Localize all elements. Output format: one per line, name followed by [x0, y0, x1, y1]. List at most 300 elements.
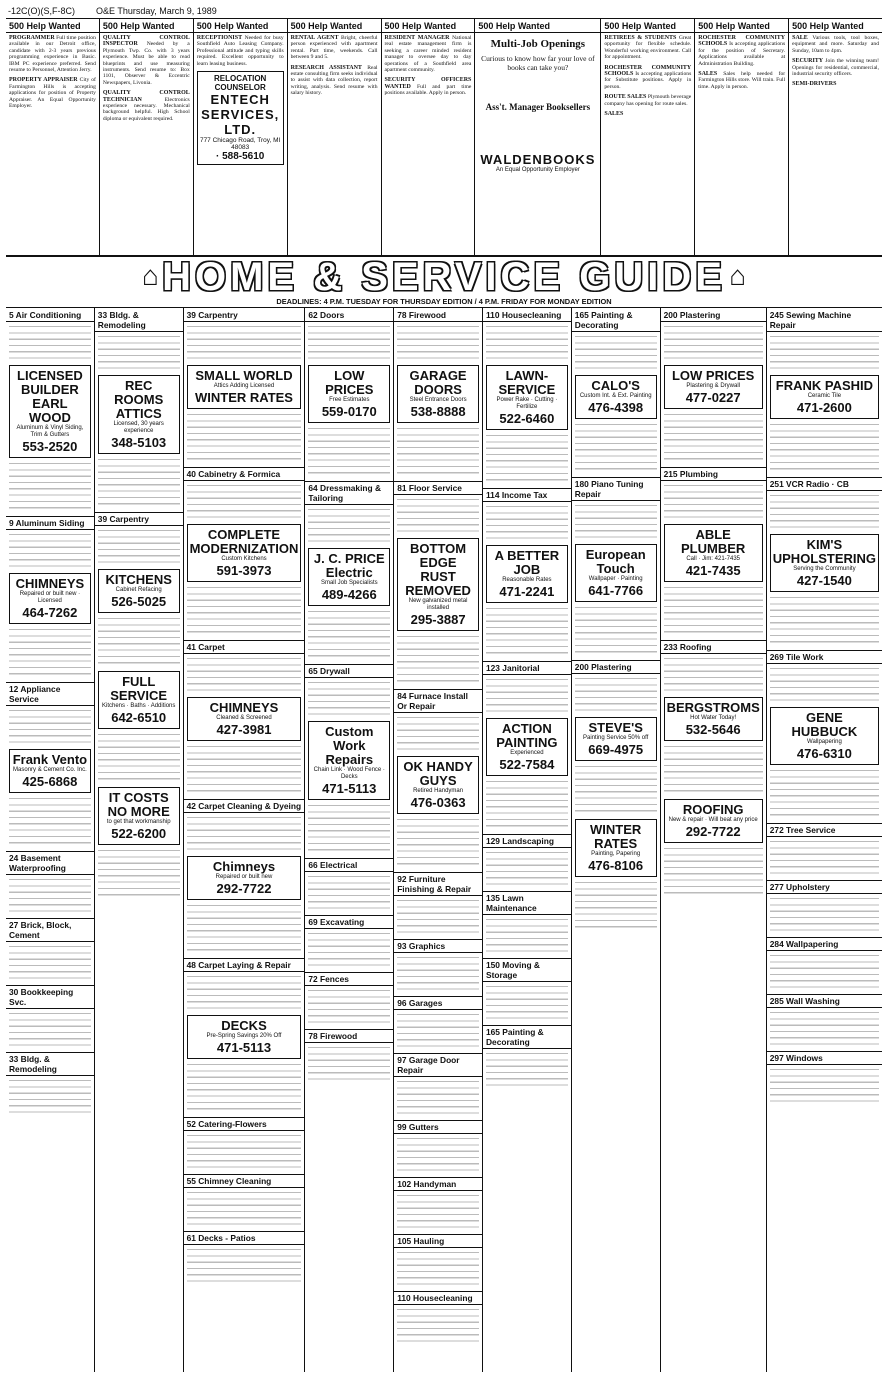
- phone-number: 292-7722: [685, 824, 741, 839]
- listing-text: [575, 503, 657, 541]
- listing-text: [770, 896, 879, 934]
- phone-number: WINTER RATES: [195, 390, 293, 405]
- phone-number: 427-3981: [216, 722, 272, 737]
- display-ad: [98, 671, 180, 729]
- business-name: WINTER RATES: [590, 822, 642, 851]
- display-ad: [770, 707, 879, 765]
- ad-tagline: Steel Entrance Doors: [409, 397, 467, 403]
- ad-tagline: Free Estimates: [329, 397, 370, 403]
- listing-text: [187, 1133, 302, 1171]
- ad-tagline: Licensed, 30 years experience: [113, 421, 164, 434]
- section-header: 215 Plumbing: [661, 467, 766, 481]
- display-ad: [770, 375, 879, 419]
- phone-number: 425-6868: [22, 774, 78, 789]
- ad-tagline: Masonry & Cement Co. Inc.: [13, 767, 87, 773]
- business-name: OK HANDY GUYS: [403, 759, 473, 788]
- section-header: 233 Roofing: [661, 640, 766, 654]
- classified-ad: ROUTE SALES Plymouth beverage company has opening for route sales.: [604, 94, 692, 107]
- business-name: A BETTER JOB: [494, 548, 560, 577]
- classified-ad: ROCHESTER COMMUNITY SCHOOLS Is accepting applications for Substitute positions. Apply in person.: [604, 64, 692, 90]
- help-wanted-column-5: [382, 19, 476, 255]
- ad-tagline: New galvanized metal installed: [408, 598, 468, 611]
- phone-number: 421-7435: [685, 563, 741, 578]
- edition-date: O&E Thursday, March 9, 1989: [96, 6, 217, 16]
- listing-text: [9, 944, 91, 982]
- section-header: 5 Air Conditioning: [6, 309, 94, 322]
- listing-text: [397, 1250, 479, 1288]
- listing-text: [308, 874, 390, 912]
- listing-text: [9, 627, 91, 679]
- display-ad: [9, 749, 91, 793]
- listing-text: [397, 497, 479, 535]
- listing-text: [486, 779, 568, 831]
- phone-number: 642-6510: [111, 710, 167, 725]
- business-name: ABLE PLUMBER: [681, 527, 746, 556]
- display-ad: [187, 856, 302, 900]
- display-ad: [575, 375, 657, 419]
- listing-text: [397, 634, 479, 686]
- display-ad: [664, 697, 763, 741]
- phone-number: 471-2600: [796, 400, 852, 415]
- phone-number: 295-3887: [410, 612, 466, 627]
- section-header: 61 Decks - Patios: [184, 1231, 305, 1245]
- section-header: 41 Carpet: [184, 640, 305, 654]
- section-header: 99 Gutters: [394, 1120, 482, 1134]
- classified-ad: RESEARCH ASSISTANT Real estate consulting firm seeks individual to assist with data collection, report writing, analysis. Send resume with salary history.: [290, 64, 378, 97]
- phone-number: 476-4398: [588, 400, 644, 415]
- phone-number: 471-5113: [322, 781, 377, 796]
- column-header: 500 Help Wanted: [6, 20, 99, 33]
- phone-number: 476-8106: [588, 858, 644, 873]
- ad-tagline: Repaired or built new: [215, 874, 273, 880]
- help-wanted-column-6: [475, 19, 601, 255]
- section-header: 245 Sewing Machine Repair: [767, 309, 882, 332]
- column-header: 500 Help Wanted: [601, 20, 694, 33]
- listing-text: [98, 732, 180, 784]
- phone-number: 471-2241: [499, 584, 555, 599]
- ad-tagline: Power Rake · Cutting · Fertilize: [496, 397, 558, 410]
- business-name: Chimneys: [212, 859, 276, 874]
- business-name: LOW PRICES: [325, 368, 374, 397]
- phone-number: 553-2520: [22, 439, 78, 454]
- ad-tagline: Ceramic Tile: [807, 393, 842, 399]
- house-icon: ⌂: [142, 261, 159, 292]
- ad-tagline: Plastering & Drywall: [686, 383, 740, 389]
- section-header: 84 Furnace Install Or Repair: [394, 689, 482, 713]
- business-name: ACTION PAINTING: [496, 721, 558, 750]
- section-header: 52 Catering-Flowers: [184, 1117, 305, 1131]
- business-name: IT COSTS NO MORE: [107, 790, 170, 819]
- section-header: 12 Appliance Service: [6, 682, 94, 706]
- ad-tagline: Call · Jim: 421-7435: [686, 556, 741, 562]
- listing-text: [9, 532, 91, 570]
- ad-tagline: Aluminum & Vinyl Siding, Trim & Gutters: [16, 425, 84, 438]
- help-wanted-row: [6, 19, 882, 257]
- listing-text: [9, 796, 91, 848]
- section-header: 40 Cabinetry & Formica: [184, 467, 305, 481]
- display-ad: [187, 524, 302, 582]
- classified-ad: RENTAL AGENT Bright, cheerful person experienced with apartment rental. Part time, weekends. Call between 9 and 5.: [290, 35, 378, 61]
- listing-text: [187, 585, 302, 637]
- section-header: 55 Chimney Cleaning: [184, 1174, 305, 1188]
- listing-text: [397, 426, 479, 478]
- business-name: BOTTOM EDGE RUST REMOVED: [405, 541, 471, 598]
- classified-ad: PROGRAMMER Full time position available in our Detroit office, candidate with 2-3 years previous programming experience in Basic. IBM PC experience preferred. Send resume to Personnel, Attention Jerry.: [9, 35, 96, 74]
- listing-text: [397, 715, 479, 753]
- listing-text: [664, 585, 763, 637]
- section-header: 66 Electrical: [305, 858, 393, 872]
- business-name: REC ROOMS ATTICS: [114, 378, 164, 421]
- help-wanted-column-2: [100, 19, 194, 255]
- ad-tagline: Custom Kitchens: [221, 556, 267, 562]
- display-ad: [308, 721, 390, 800]
- business-name: Custom Work Repairs: [325, 724, 374, 767]
- ad-tagline: Attics Adding Licensed: [213, 383, 275, 389]
- section-header: 92 Furniture Finishing & Repair: [394, 872, 482, 896]
- ad-tagline: Retired Handyman: [413, 788, 464, 794]
- classified-ad: PROPERTY APPRAISER City of Farmington Hills is accepting applications for position of Property Appraiser. An Equal Opportunity Employer.: [9, 77, 96, 110]
- listing-text: [9, 708, 91, 746]
- service-column-9: [767, 308, 882, 1372]
- business-name: LICENSED BUILDER EARL WOOD: [17, 368, 83, 425]
- listing-text: [486, 984, 568, 1022]
- listing-text: [187, 412, 302, 464]
- service-column-7: [572, 308, 661, 1372]
- ad-tagline: Cleaned & Screened: [216, 715, 272, 721]
- listing-text: [98, 616, 180, 668]
- phone-number: 522-6200: [111, 826, 167, 841]
- ad-tagline: Hot Water Today!: [690, 715, 737, 721]
- listing-text: [770, 839, 879, 877]
- ad-tagline: Custom Int. & Ext. Painting: [579, 393, 652, 399]
- display-ad: [397, 365, 479, 423]
- listing-text: [397, 898, 479, 936]
- section-header: 105 Hauling: [394, 1234, 482, 1248]
- business-name: CHIMNEYS: [209, 700, 279, 715]
- listing-text: [187, 656, 302, 694]
- listing-text: [664, 656, 763, 694]
- listing-text: [397, 817, 479, 869]
- listing-text: [575, 764, 657, 816]
- service-column-8: [661, 308, 767, 1372]
- column-header: 500 Help Wanted: [789, 20, 882, 33]
- listing-text: [575, 422, 657, 474]
- business-name: LAWN-SERVICE: [498, 368, 556, 397]
- section-header: 165 Painting & Decorating: [572, 309, 660, 332]
- listing-text: [397, 955, 479, 993]
- column-header: 500 Help Wanted: [695, 20, 788, 33]
- classified-ad: SECURITY Join the winning team! Openings for residential, commercial, industrial security officers.: [792, 58, 879, 78]
- phone-number: · 588-5610: [216, 151, 265, 163]
- listing-text: [770, 666, 879, 704]
- phone-number: 348-5103: [111, 435, 167, 450]
- business-name: J. C. PRICE Electric: [313, 551, 385, 580]
- home-service-guide-banner: [6, 257, 882, 308]
- section-header: 30 Bookkeeping Svc.: [6, 985, 94, 1009]
- display-ad: [98, 375, 180, 454]
- section-header: 165 Painting & Decorating: [483, 1025, 571, 1049]
- section-header: 27 Brick, Block, Cement: [6, 918, 94, 942]
- service-column-4: [305, 308, 394, 1372]
- listing-text: [98, 848, 180, 900]
- listing-text: [486, 917, 568, 955]
- section-header: 93 Graphics: [394, 939, 482, 953]
- ad-tagline: Painting, Papering: [591, 851, 641, 857]
- phone-number: 522-7584: [499, 757, 555, 772]
- section-header: 135 Lawn Maintenance: [483, 891, 571, 915]
- classified-ad: RESIDENT MANAGER National real estate management firm is seeking a career minded resident manager to oversee day to day operations of a Southfield area apartment community.: [384, 35, 472, 74]
- listing-text: [187, 1062, 302, 1114]
- ad-tagline: to get that workmanship: [106, 819, 171, 825]
- business-name: GARAGE DOORS: [409, 368, 467, 397]
- display-ad: [486, 545, 568, 603]
- business-name: CHIMNEYS: [15, 576, 85, 591]
- phone-number: 471-5113: [216, 1040, 272, 1055]
- listing-text: [397, 1079, 479, 1117]
- listing-text: [575, 605, 657, 657]
- listing-text: [770, 768, 879, 820]
- section-header: 251 VCR Radio · CB: [767, 477, 882, 491]
- listing-text: [575, 676, 657, 714]
- section-header: 129 Landscaping: [483, 834, 571, 848]
- column-header: 500 Help Wanted: [288, 20, 381, 33]
- classified-ad: SALES Sales help needed for Farmington Hills store. Will train. Full time. Apply in person.: [698, 71, 786, 90]
- listing-text: [187, 483, 302, 521]
- listing-text: [664, 846, 763, 898]
- section-header: 24 Basement Waterproofing: [6, 851, 94, 875]
- ad-tagline: Cabinet Refacing: [115, 587, 162, 593]
- listing-text: [486, 324, 568, 362]
- listing-text: [397, 324, 479, 362]
- listing-text: [397, 1012, 479, 1050]
- display-ad: [9, 365, 91, 458]
- business-name: KITCHENS: [105, 572, 172, 587]
- section-header: 39 Carpentry: [184, 309, 305, 322]
- listing-text: [308, 931, 390, 969]
- ad-tagline: Kitchens · Baths · Additions: [102, 703, 176, 709]
- section-header: 150 Moving & Storage: [483, 958, 571, 982]
- listing-text: [187, 324, 302, 362]
- phone-number: 522-6460: [499, 411, 555, 426]
- display-ad: [187, 697, 302, 741]
- ad-tagline: Experienced: [510, 750, 544, 756]
- ad-tagline: New & repair · Will beat any price: [668, 817, 758, 823]
- business-name: DECKS: [221, 1018, 267, 1033]
- business-name: BERGSTROMS: [666, 700, 760, 715]
- column-header: 500 Help Wanted: [382, 20, 475, 33]
- display-ad: [770, 534, 879, 592]
- ad-tagline: Reasonable Rates: [502, 577, 552, 583]
- section-header: 272 Tree Service: [767, 823, 882, 837]
- listing-text: [770, 334, 879, 372]
- ad-tagline: Repaired or built new · Licensed: [19, 591, 81, 604]
- section-header: 33 Bldg. & Remodeling: [6, 1052, 94, 1076]
- listing-text: [486, 606, 568, 658]
- service-directory: [6, 308, 882, 1372]
- phone-number: 591-3973: [216, 563, 272, 578]
- section-header: 65 Drywall: [305, 664, 393, 678]
- company-name: ENTECH SERVICES, LTD.: [201, 92, 280, 138]
- display-ad: [98, 569, 180, 613]
- section-header: 277 Upholstery: [767, 880, 882, 894]
- listing-text: [664, 324, 763, 362]
- business-name: FULL SERVICE: [110, 674, 168, 703]
- column-header: 500 Help Wanted: [194, 20, 287, 33]
- listing-text: [486, 1051, 568, 1089]
- classified-ad: SALES: [604, 111, 624, 118]
- listing-text: [308, 680, 390, 718]
- service-column-3: [184, 308, 306, 1372]
- section-header: 78 Firewood: [305, 1029, 393, 1043]
- listing-text: [575, 880, 657, 932]
- display-ad: [664, 365, 763, 409]
- phone-number: 532-5646: [685, 722, 741, 737]
- phone-number: 489-4266: [321, 587, 377, 602]
- section-header: 102 Handyman: [394, 1177, 482, 1191]
- display-ad: [98, 787, 180, 845]
- display-ad: [9, 573, 91, 624]
- service-column-2: [95, 308, 184, 1372]
- display-ad: [486, 365, 568, 430]
- display-ad: RELOCATION COUNSELOR ENTECH SERVICES, LTD. 777 Chicago Road, Troy, MI 48083 · 588-5610: [197, 71, 284, 165]
- section-header: 269 Tile Work: [767, 650, 882, 664]
- masthead: [6, 4, 882, 19]
- listing-text: [486, 433, 568, 485]
- classified-ad: RECEPTIONIST Needed for busy Southfield Auto Leasing Company. Professional attitude and typing skills required. Excellent opportunity to learn leasing business.: [196, 35, 284, 67]
- listing-text: [98, 528, 180, 566]
- phone-number: 669-4975: [588, 742, 644, 757]
- listing-text: [397, 1193, 479, 1231]
- business-name: FRANK PASHID: [775, 378, 874, 393]
- ad-tagline: Serving the Community: [793, 566, 856, 572]
- phone-number: 538-8888: [410, 404, 466, 419]
- listing-text: [187, 903, 302, 955]
- house-icon: ⌂: [729, 261, 746, 292]
- listing-text: [187, 974, 302, 1012]
- section-header: 33 Bldg. & Remodeling: [95, 309, 183, 332]
- section-header: 48 Carpet Laying & Repair: [184, 958, 305, 972]
- listing-text: [770, 422, 879, 474]
- listing-text: [9, 1078, 91, 1116]
- listing-text: [187, 1247, 302, 1285]
- listing-text: [770, 493, 879, 531]
- classified-ad: QUALITY CONTROL INSPECTOR Needed by a Plymouth Twp. Co. with 3 years experience. Must be able to read blueprints and use measuring instruments. Send resume to: Box 1101, Observer & Eccentric Newspapers, Livonia.: [102, 35, 190, 86]
- classified-ad: SECURITY OFFICERS WANTED Full and part time positions available. Apply in person.: [384, 77, 472, 97]
- listing-text: [9, 1011, 91, 1049]
- phone-number: 476-6310: [796, 746, 852, 761]
- section-header: 62 Doors: [305, 309, 393, 322]
- section-header: 64 Dressmaking & Tailoring: [305, 481, 393, 505]
- listing-text: [9, 324, 91, 362]
- display-ad: [397, 538, 479, 631]
- help-wanted-column-3: [194, 19, 288, 255]
- section-header: 69 Excavating: [305, 915, 393, 929]
- phone-number: 464-7262: [22, 605, 78, 620]
- display-ad: [575, 544, 657, 602]
- help-wanted-column-7: [601, 19, 695, 255]
- newspaper-page: [6, 4, 882, 1376]
- phone-number: 641-7766: [588, 583, 644, 598]
- section-header: 78 Firewood: [394, 309, 482, 322]
- listing-text: [664, 412, 763, 464]
- business-name: ROOFING: [682, 802, 744, 817]
- listing-text: [486, 504, 568, 542]
- listing-text: [664, 483, 763, 521]
- section-header: 9 Aluminum Siding: [6, 516, 94, 530]
- help-wanted-column-8: [695, 19, 789, 255]
- listing-text: [9, 461, 91, 513]
- classified-ad: RETIREES & STUDENTS Great opportunity for flexible schedule. Wonderful working environment. Call for appointment.: [604, 35, 692, 61]
- listing-text: [308, 988, 390, 1026]
- listing-text: [187, 1190, 302, 1228]
- display-ad: [308, 365, 390, 423]
- phone-number: 526-5025: [111, 594, 167, 609]
- section-header: 297 Windows: [767, 1051, 882, 1065]
- section-header: 42 Carpet Cleaning & Dyeing: [184, 799, 305, 813]
- listing-text: [98, 457, 180, 509]
- section-header: 39 Carpentry: [95, 512, 183, 526]
- listing-text: [486, 677, 568, 715]
- listing-text: [308, 507, 390, 545]
- business-name: Frank Vento: [12, 752, 88, 767]
- business-name: STEVE'S: [588, 720, 643, 735]
- listing-text: [664, 744, 763, 796]
- section-header: 114 Income Tax: [483, 488, 571, 502]
- ad-tagline: Small Job Specialists: [320, 580, 378, 586]
- section-header: 96 Garages: [394, 996, 482, 1010]
- ad-tagline: Pre-Spring Savings 20% Off: [206, 1033, 282, 1039]
- display-ad: [575, 717, 657, 761]
- section-header: 81 Floor Service: [394, 481, 482, 495]
- phone-number: 477-0227: [685, 390, 741, 405]
- classified-ad: QUALITY CONTROL TECHNICIAN Electronics experience necessary. Mechanical background helpful. High School diploma or equivalent required.: [102, 90, 190, 122]
- business-name: COMPLETE MODERNIZATION: [189, 527, 299, 556]
- display-ad: Multi-Job Openings Curious to know how far your love of books can take you? Ass't. Manager Booksellers WALDENBOOKS An Equal Opportunity Employer: [480, 38, 596, 173]
- service-column-1: [6, 308, 95, 1372]
- classified-ad: ROCHESTER COMMUNITY SCHOOLS Is accepting applications for the position of Secretary. Applications available at Administration Building.: [698, 35, 786, 67]
- phone-number: 476-0363: [410, 795, 466, 810]
- help-wanted-column-1: [6, 19, 100, 255]
- classified-ad: SALE Various tools, tool boxes, equipment and more. Saturday and Sunday, 10am to 4pm.: [792, 35, 879, 54]
- help-wanted-column-4: [288, 19, 382, 255]
- listing-text: [308, 324, 390, 362]
- listing-text: [308, 426, 390, 478]
- column-header: 500 Help Wanted: [475, 20, 600, 33]
- listing-text: [308, 1045, 390, 1083]
- listing-text: [308, 803, 390, 855]
- business-name: KIM'S UPHOLSTERING: [772, 537, 877, 566]
- business-name: European Touch: [585, 547, 646, 576]
- section-header: 123 Janitorial: [483, 661, 571, 675]
- company-name: WALDENBOOKS: [480, 152, 596, 167]
- listing-text: [486, 850, 568, 888]
- listing-text: [397, 1307, 479, 1345]
- service-column-5: [394, 308, 483, 1372]
- section-header: 72 Fences: [305, 972, 393, 986]
- display-ad: [664, 524, 763, 582]
- listing-text: [187, 744, 302, 796]
- display-ad: [575, 819, 657, 877]
- listing-text: [397, 1136, 479, 1174]
- phone-number: 427-1540: [796, 573, 852, 588]
- section-header: 110 Housecleaning: [394, 1291, 482, 1305]
- display-ad: [397, 756, 479, 814]
- listing-text: [187, 815, 302, 853]
- section-title: HOME & SERVICE GUIDE: [162, 255, 726, 299]
- ad-tagline: Wallpaper · Painting: [588, 576, 643, 582]
- page-number: -12C(O)(S,F-8C): [8, 6, 75, 16]
- display-ad: [187, 365, 302, 409]
